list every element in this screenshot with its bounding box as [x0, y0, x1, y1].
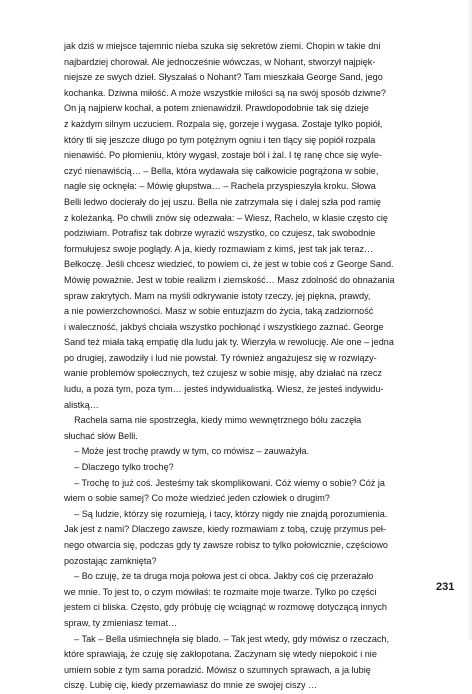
text-line: – Może jest trochę prawdy w tym, co mówisz – zauważyła.	[64, 446, 310, 457]
body-text	[64, 39, 428, 694]
text-line: niejsze ze swych dzieł. Słyszałaś o Nohant? Tam mieszkała George Sand, jego	[64, 72, 383, 83]
text-line: po drugiej, zawodziły i lud nie powstał. Ty również angażujesz się w rozwiązy-	[64, 352, 377, 363]
text-line: słuchać słów Belli.	[64, 430, 138, 441]
text-line: z koleżanką. Po chwili znów się odezwała: – Wiesz, Rachelo, w klasie często cię	[64, 212, 388, 223]
text-line: wiem o sobie samej? Co może wiedzieć jeden człowiek o drugim?	[64, 493, 330, 504]
text-line: Mówię poważnie. Jest w tobie realizm i ziemskość… Masz zdolność do obnażania	[64, 274, 395, 285]
text-line: który tli się jeszcze długo po tym potężnym ogniu i ten tlący się popiół rozpala	[64, 134, 376, 145]
text-line: nienawiść. Po płomieniu, który wygasł, zostaje ból i żal. I tę ranę chce się wyle-	[64, 150, 382, 161]
text-line: Bełkoczę. Jeśli chcesz wiedzieć, to powiem ci, że jest w tobie coś z George Sand.	[64, 259, 394, 270]
text-line: we mnie. To jest to, o czym mówiłaś: te rozmaite moje twarze. Tylko po części	[64, 586, 377, 597]
text-line: czyć nienawiścią… – Bella, która wydawała się całkowicie pogrążona w sobie,	[64, 165, 379, 176]
text-line: nagle się ocknęła: – Mówię głupstwa… – Rachela przyspieszyła kroku. Słowa	[64, 181, 376, 192]
text-line: umiem sobie z tym sama poradzić. Mówisz o szumnych sprawach, a ja lubię	[64, 664, 371, 675]
page-number: 231	[436, 581, 455, 593]
text-line: jestem ci bliska. Często, gdy próbuję cię wciągnąć w rozmowę dotyczącą innych	[64, 602, 387, 613]
text-line: Rachela sama nie spostrzegła, kiedy mimo wewnętrznego bólu zaczęła	[64, 415, 362, 426]
text-line: z każdym silnym uczuciem. Rozpala się, gorzeje i wygasa. Zostaje tylko popiół,	[64, 118, 383, 129]
text-line: spraw, ty zmieniasz temat…	[64, 617, 178, 628]
text-line: ludu, a poza tym, poza tym… jesteś indywidualistką. Wiesz, że jesteś indywidu-	[64, 384, 384, 395]
text-line: Belli ledwo docierały do jej uszu. Bella nie zatrzymała się i dalej szła pod ramię	[64, 196, 381, 207]
text-line: i waleczność, jakbyś chciała wszystko pochłonąć i wszystkiego zaznać. George	[64, 321, 384, 332]
text-line: nego otwarcia się, podczas gdy ty zawsze robisz to tylko połowicznie, częściowo	[64, 540, 388, 550]
text-line: wanie problemów społecznych, też czujesz w sobie misję, aby działać na rzecz	[64, 368, 382, 379]
text-line: On ją najpierw kochał, a potem znienawidził. Prawdopodobnie tak się dzieje	[64, 103, 369, 114]
text-line: które sprawiają, że czuję się zakłopotana. Zaczynam się wtedy niepokoić i nie	[64, 649, 377, 660]
text-line: spraw zakrytych. Mam na myśli odkrywanie istoty rzeczy, jej piękna, prawdy,	[64, 290, 371, 301]
text-line: – Trochę to już coś. Jesteśmy tak skomplikowani. Cóż wiemy o sobie? Cóż ja	[64, 477, 385, 488]
text-line: ciszę. Lubię cię, kiedy przemawiasz do mnie ze swojej ciszy …	[64, 680, 318, 691]
text-line: – Są ludzie, którzy się rozumieją, i tacy, którzy nigdy nie znajdą porozumienia.	[64, 508, 388, 519]
text-line: najbardziej chorował. Ale jednocześnie wówczas, w Nohant, stworzył najpięk-	[64, 56, 376, 67]
text-line: – Tak – Bella uśmiechnęła się blado. – Tak jest wtedy, gdy mówisz o rzeczach,	[64, 633, 390, 644]
text-line: kochanka. Dziwna miłość. A może wszystkie miłości są na swój sposób dziwne?	[64, 87, 386, 98]
text-line: Jak jest z nami? Dlaczego zawsze, kiedy rozmawiam z tobą, czuję przymus peł-	[64, 524, 386, 535]
text-line: – Bo czuję, że ta druga moja połowa jest ci obca. Jakby coś cię przerażało	[64, 571, 374, 582]
text-line: jak dziś w miejsce tajemnic nieba szuka się sekretów ziemi. Chopin w takie dni	[64, 41, 381, 51]
text-line: podziwiam. Potrafisz tak dobrze wyrazić wszystko, co czujesz, tak swobodnie	[64, 228, 376, 239]
text-line: formułujesz swoje poglądy. A ja, kiedy rozmawiam z kimś, jest tak jak teraz…	[64, 243, 374, 254]
text-line: – Dlaczego tylko trochę?	[64, 462, 174, 473]
page-edge-shadow	[466, 0, 472, 640]
text-line: alistką…	[64, 399, 99, 410]
text-line: a nie powierzchowności. Masz w sobie entuzjazm do życia, taką zadziorność	[64, 306, 374, 317]
text-line: Sand też miała taką empatię dla ludu jak ty. Wierzyła w rewolucję. Ale one – jedna	[64, 337, 394, 348]
text-line: pozostając zamknięta?	[64, 555, 157, 566]
